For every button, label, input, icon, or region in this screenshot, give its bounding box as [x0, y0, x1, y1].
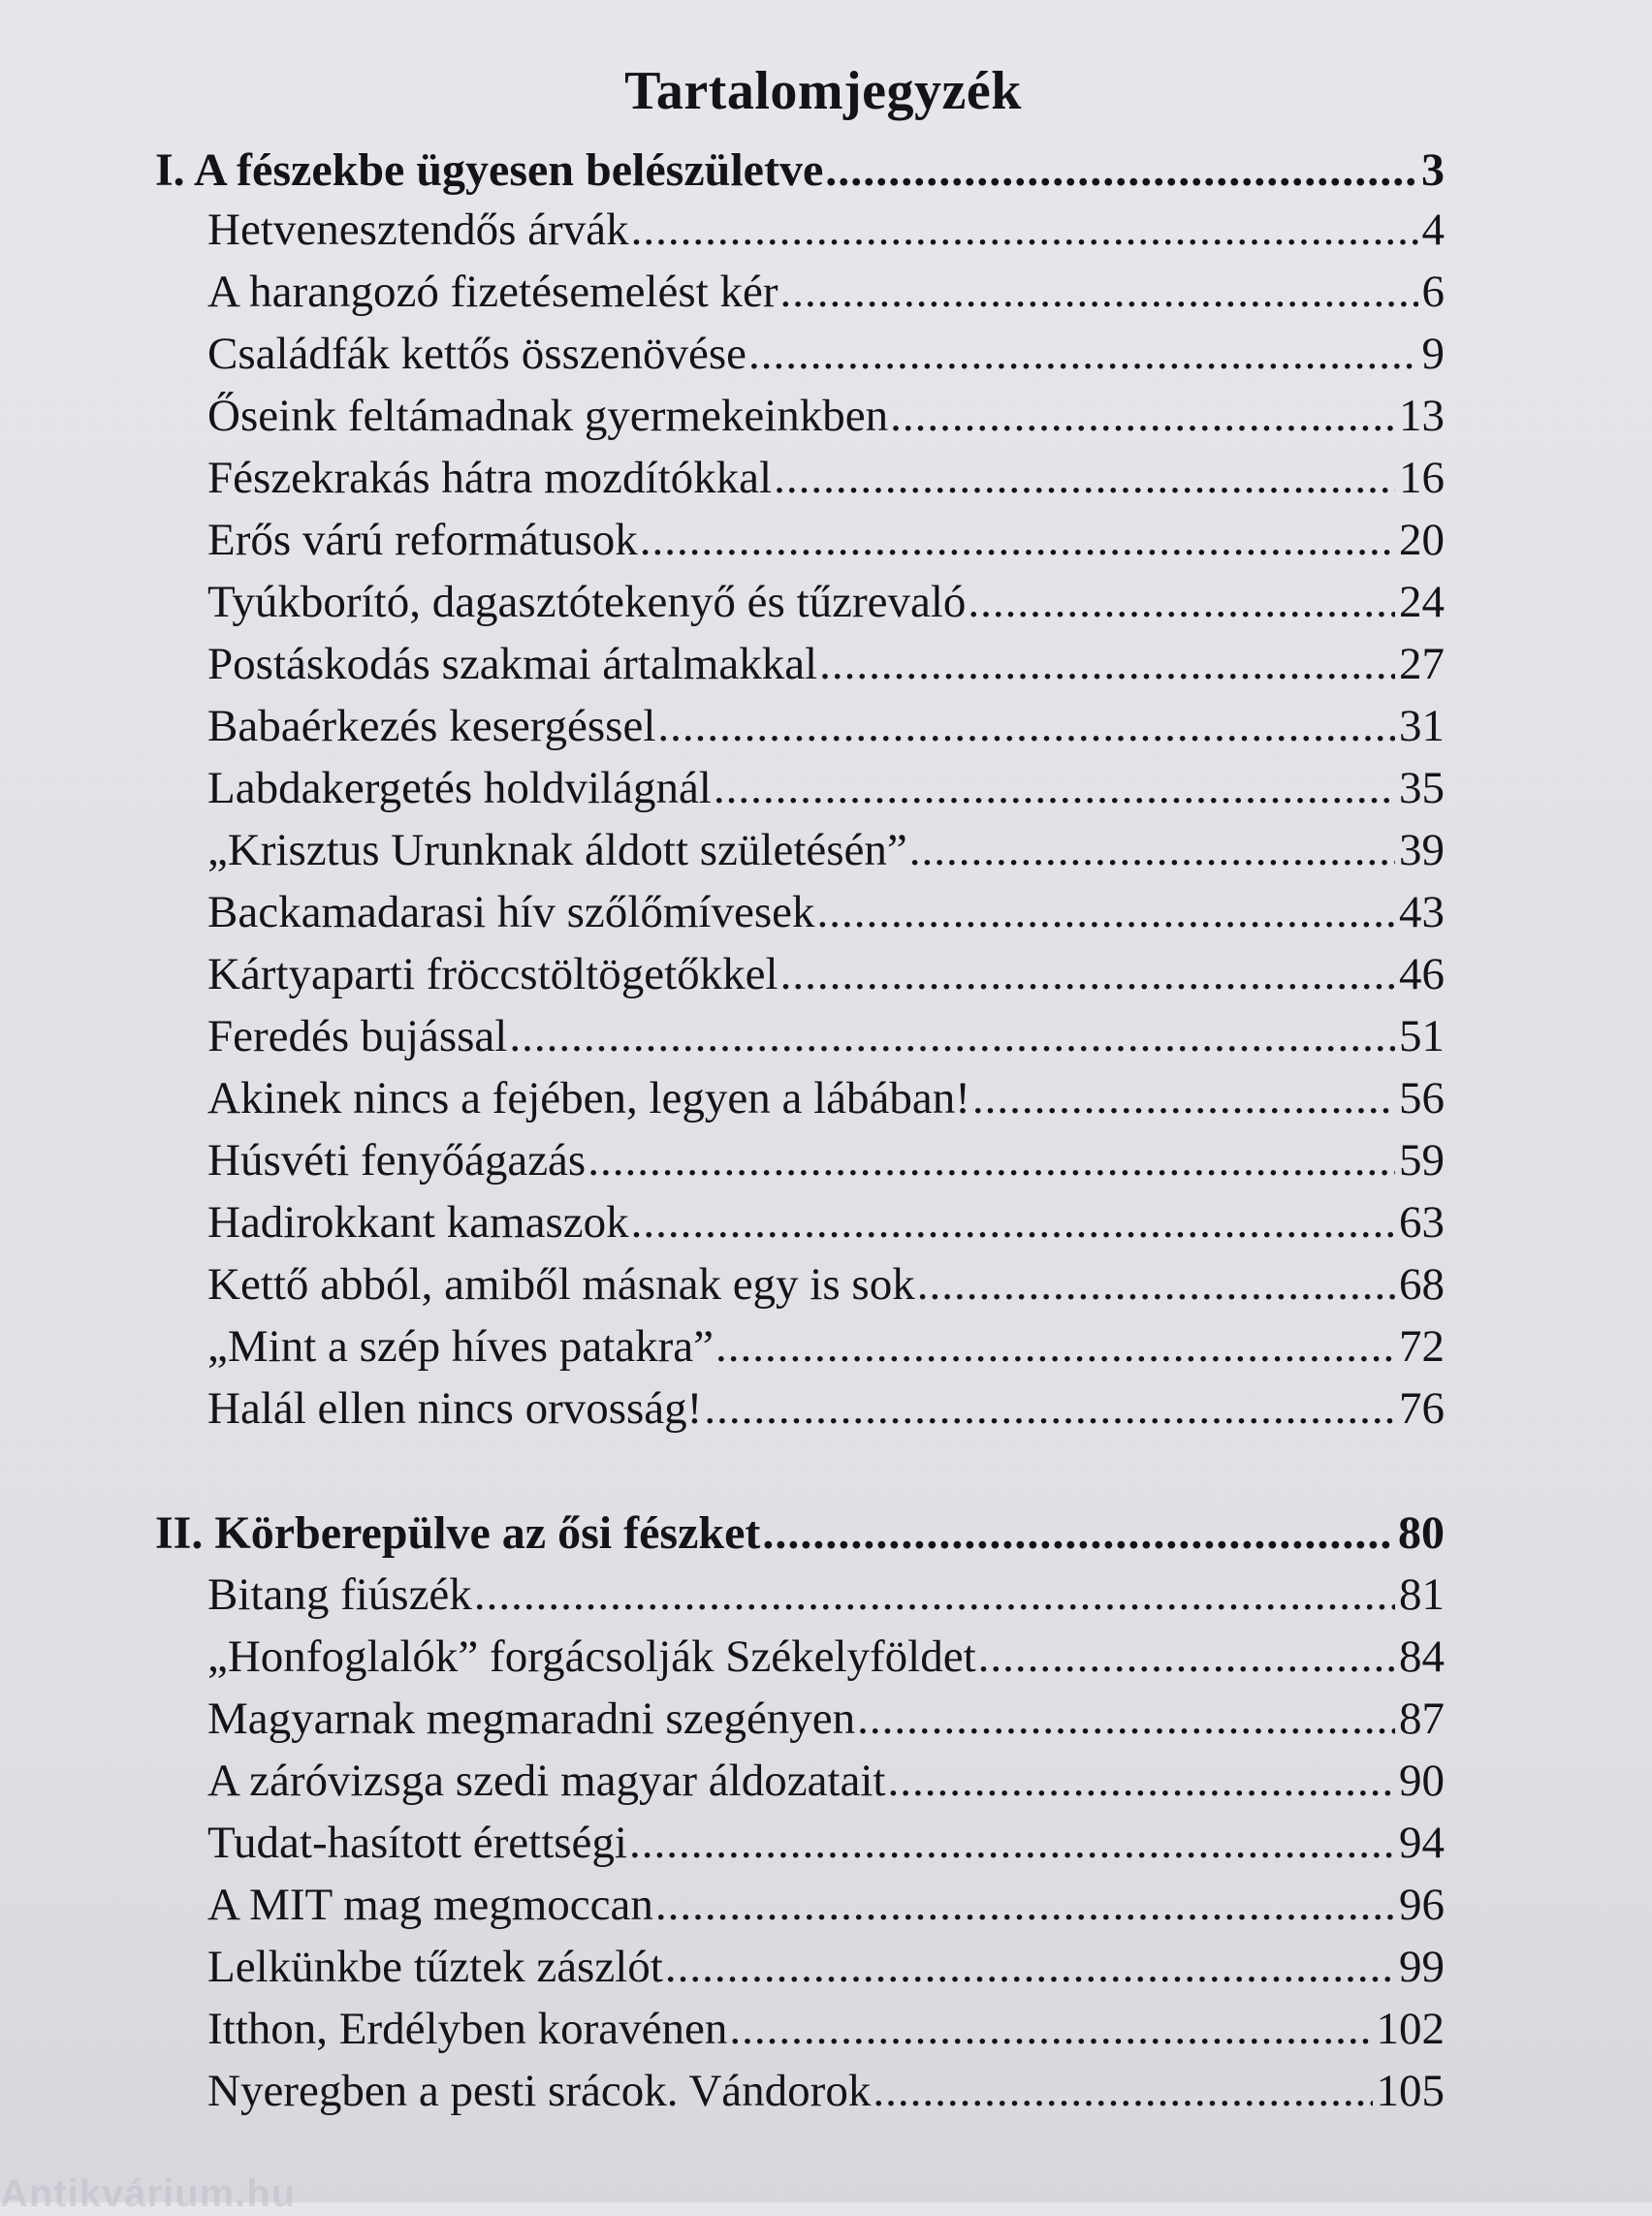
entry-title: Tudat-hasított érettségi	[207, 1818, 627, 1868]
entry-page-number: 43	[1399, 887, 1445, 937]
entry-page-number: 27	[1399, 639, 1445, 689]
entry-title: Lelkünkbe tűztek zászlót	[207, 1942, 663, 1992]
dot-leader	[780, 266, 1418, 318]
toc-entry	[207, 1196, 1445, 1258]
dot-leader	[631, 1196, 1395, 1249]
toc-entry	[207, 390, 1445, 452]
dot-leader	[917, 1258, 1395, 1311]
entry-page-number: 87	[1399, 1694, 1445, 1744]
entry-title: Halál ellen nincs orvosság!	[207, 1383, 703, 1434]
entry-title: „Mint a szép híves patakra”	[207, 1321, 715, 1372]
section-page-number: 3	[1421, 144, 1445, 196]
entry-title: Postáskodás szakmai ártalmakkal	[207, 639, 818, 689]
watermark-text: Antikvárium.hu	[0, 2172, 297, 2215]
section-heading: I. A fészekbe ügyesen belészületve	[155, 144, 824, 196]
entry-title: Hadirokkant kamaszok	[207, 1197, 629, 1248]
entry-title: A záróvizsga szedi magyar áldozatait	[207, 1756, 886, 1806]
dot-leader	[631, 204, 1418, 256]
entry-page-number: 24	[1399, 577, 1445, 627]
entry-page-number: 59	[1399, 1135, 1445, 1186]
toc-entry	[207, 2065, 1445, 2127]
page-title: Tartalomjegyzék	[624, 61, 1022, 121]
entry-title: Backamadarasi hív szőlőmívesek	[207, 887, 815, 937]
entry-title: Feredés bujással	[207, 1011, 508, 1061]
entry-page-number: 99	[1399, 1942, 1445, 1992]
dot-leader	[873, 2065, 1372, 2117]
entry-title: Babaérkezés kesergéssel	[207, 701, 656, 751]
entry-title: Húsvéti fenyőágazás	[207, 1135, 587, 1186]
toc-entry	[207, 452, 1445, 514]
dot-leader	[655, 1879, 1395, 1931]
dot-leader	[714, 762, 1395, 814]
entry-title: Kártyaparti fröccstöltögetőkkel	[207, 949, 778, 999]
entry-page-number: 84	[1399, 1631, 1445, 1682]
entry-page-number: 96	[1399, 1880, 1445, 1930]
entry-title: Labdakergetés holdvilágnál	[207, 763, 712, 813]
entry-title: Fészekrakás hátra mozdítókkal	[207, 453, 773, 503]
entry-title: Magyarnak megmaradni szegényen	[207, 1694, 856, 1744]
section-page-number: 80	[1398, 1507, 1445, 1559]
toc-entry	[207, 1941, 1445, 2003]
entry-title: Erős várú reformátusok	[207, 515, 638, 565]
toc-entry	[207, 638, 1445, 700]
dot-leader	[509, 1010, 1395, 1062]
dot-leader	[819, 638, 1395, 690]
entry-title: Tyúkborító, dagasztótekenyő és tűzrevaló	[207, 577, 967, 627]
entry-page-number: 35	[1399, 763, 1445, 813]
toc-entry	[207, 328, 1445, 390]
toc-entry	[207, 1320, 1445, 1382]
dot-leader	[968, 576, 1395, 628]
toc-section-1	[155, 143, 1445, 206]
section-heading: II. Körberepülve az ősi fészket	[155, 1507, 761, 1559]
entry-title: Bitang fiúszék	[207, 1569, 472, 1620]
entry-page-number: 102	[1376, 2004, 1445, 2054]
entry-page-number: 76	[1399, 1383, 1445, 1434]
dot-leader	[890, 390, 1395, 442]
dot-leader	[665, 1941, 1395, 1993]
dot-leader	[762, 1506, 1394, 1560]
entry-page-number: 20	[1399, 515, 1445, 565]
dot-leader	[780, 948, 1395, 1000]
toc-entry	[207, 1693, 1445, 1755]
dot-leader	[474, 1568, 1395, 1621]
toc-entry	[207, 700, 1445, 762]
toc-entry	[207, 266, 1445, 328]
toc-entry	[207, 1630, 1445, 1693]
toc-entry	[207, 576, 1445, 638]
entry-title: Hetvenesztendős árvák	[207, 205, 629, 255]
entry-title: Kettő abból, amiből másnak egy is sok	[207, 1259, 915, 1310]
entry-page-number: 68	[1399, 1259, 1445, 1310]
toc-entry	[207, 1817, 1445, 1879]
toc-entry	[207, 514, 1445, 576]
toc-section-2	[155, 1506, 1445, 1568]
dot-leader	[816, 886, 1395, 938]
dot-leader	[774, 452, 1395, 504]
dot-leader	[588, 1134, 1395, 1187]
entry-title: Családfák kettős összenövése	[207, 329, 747, 379]
entry-page-number: 9	[1421, 329, 1445, 379]
entry-page-number: 94	[1399, 1818, 1445, 1868]
dot-leader	[629, 1817, 1395, 1869]
toc-entry	[207, 1010, 1445, 1072]
entry-title: „Krisztus Urunknak áldott születésén”	[207, 825, 907, 875]
toc-entry	[207, 1258, 1445, 1320]
entry-title: Itthon, Erdélyben koravénen	[207, 2004, 728, 2054]
entry-page-number: 39	[1399, 825, 1445, 875]
dot-leader	[972, 1072, 1395, 1124]
dot-leader	[704, 1382, 1395, 1435]
entry-page-number: 90	[1399, 1756, 1445, 1806]
toc-entry	[207, 1134, 1445, 1196]
toc-entry	[207, 762, 1445, 824]
entry-page-number: 81	[1399, 1569, 1445, 1620]
entry-page-number: 13	[1399, 391, 1445, 441]
toc-entry	[207, 886, 1445, 948]
toc-entry	[207, 1072, 1445, 1134]
dot-leader	[729, 2003, 1372, 2055]
toc-entry	[207, 1879, 1445, 1941]
entry-page-number: 16	[1399, 453, 1445, 503]
entry-page-number: 72	[1399, 1321, 1445, 1372]
toc-entry	[207, 2003, 1445, 2065]
toc-entry	[207, 1755, 1445, 1817]
entry-title: Őseink feltámadnak gyermekeinkben	[207, 391, 889, 441]
entry-title: „Honfoglalók” forgácsolják Székelyföldet	[207, 1631, 976, 1682]
dot-leader	[748, 328, 1417, 380]
toc-entry	[207, 1382, 1445, 1444]
dot-leader	[640, 514, 1395, 566]
entry-page-number: 56	[1399, 1073, 1445, 1124]
entry-page-number: 105	[1376, 2066, 1445, 2116]
toc-entry	[207, 824, 1445, 886]
dot-leader	[909, 824, 1395, 876]
entry-page-number: 31	[1399, 701, 1445, 751]
entry-title: Nyeregben a pesti srácok. Vándorok	[207, 2066, 872, 2116]
dot-leader	[978, 1630, 1395, 1683]
entry-title: Akinek nincs a fejében, legyen a lábában!	[207, 1073, 970, 1124]
entry-page-number: 46	[1399, 949, 1445, 999]
dot-leader	[715, 1320, 1395, 1373]
toc-entry	[207, 948, 1445, 1010]
entry-page-number: 63	[1399, 1197, 1445, 1248]
dot-leader	[887, 1755, 1395, 1807]
entry-title: A MIT mag megmoccan	[207, 1880, 653, 1930]
entry-page-number: 6	[1421, 267, 1445, 317]
entry-page-number: 51	[1399, 1011, 1445, 1061]
entry-title: A harangozó fizetésemelést kér	[207, 267, 778, 317]
dot-leader	[825, 143, 1417, 197]
toc-entry	[207, 1568, 1445, 1630]
toc-entry	[207, 204, 1445, 266]
dot-leader	[857, 1693, 1395, 1745]
dot-leader	[657, 700, 1395, 752]
entry-page-number: 4	[1421, 205, 1445, 255]
